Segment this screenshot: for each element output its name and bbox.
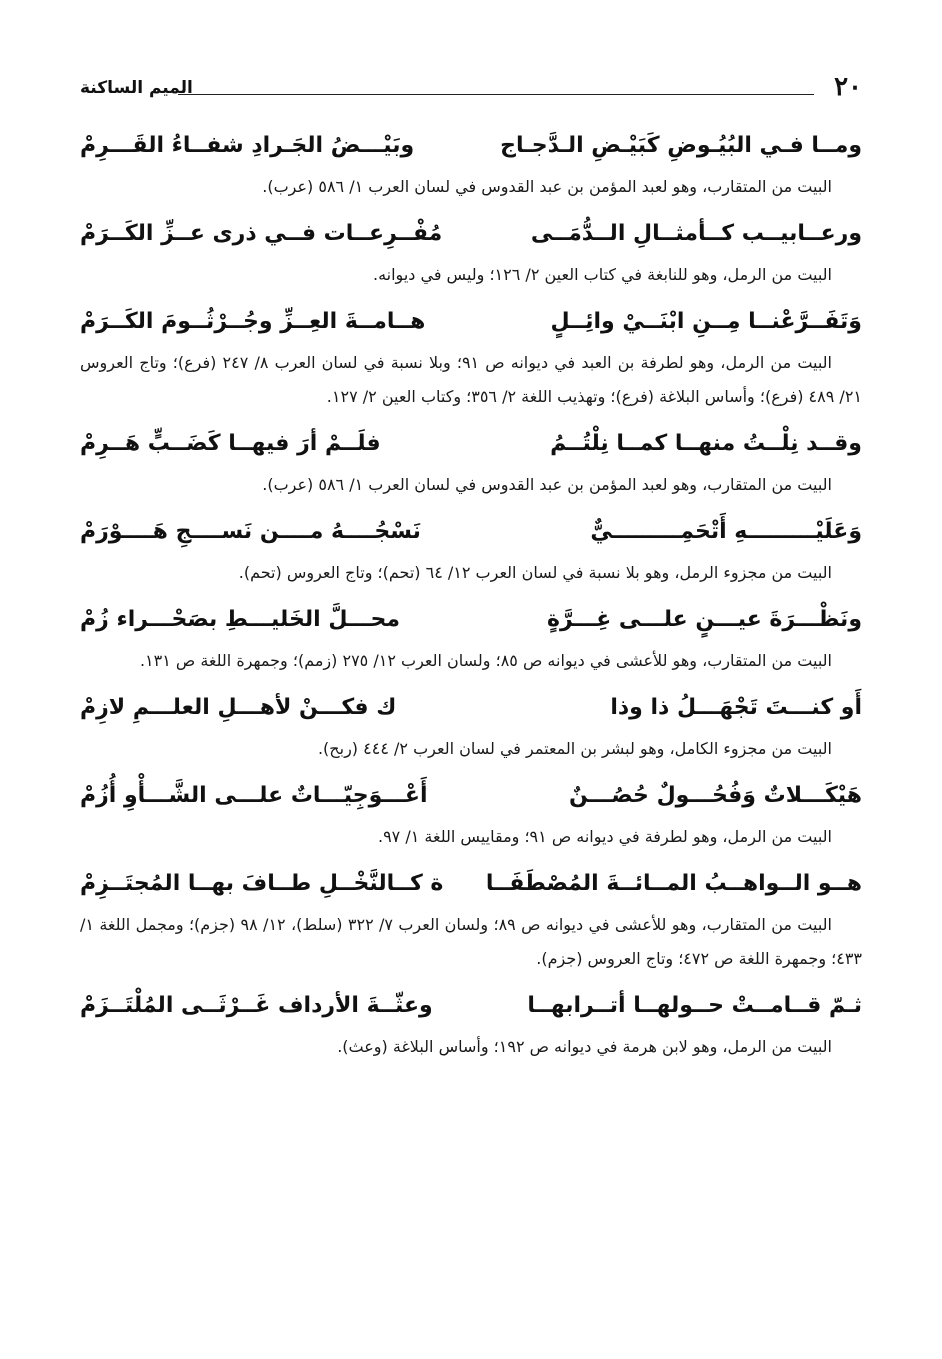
page-content xyxy=(80,122,862,1070)
verse-line xyxy=(80,684,862,732)
verse-entry-4 xyxy=(80,420,862,502)
verse-entry-1 xyxy=(80,122,862,204)
verse-entry-10 xyxy=(80,982,862,1064)
verse-line xyxy=(80,210,862,258)
verse-first-hemistich: ومــا فـي البُيُـوضِ كَبَيْـضِ الـدَّجـاج xyxy=(500,133,862,158)
verse-first-hemistich: ثـمّ قــامــتْ حــولهــا أتــرابهــا xyxy=(527,993,862,1018)
header-rule xyxy=(178,94,814,95)
verse-first-hemistich: هــو الــواهــبُ المــائــةَ المُصْطَفَــا xyxy=(485,871,862,896)
verse-first-hemistich: ورعــابيــب كــأمثــالِ الــدُّمَــى xyxy=(530,221,862,246)
verse-entry-3 xyxy=(80,298,862,414)
verse-second-hemistich: أَعْـــوَجِيّـــاتٌ علـــى الشَّـــأْوِ أُزُمْ xyxy=(80,783,428,808)
verse-source-note: البيت من الرمل، وهو لطرفة بن العبد في ديوانه ص ٩١؛ وبلا نسبة في لسان العرب ٨/ ٢٤٧ (فرع)؛ وتاج العروس ٢١/ ٤٨٩ (فرع)؛ وأساس البلاغة (فرع)؛ وتهذيب اللغة ٢/ ٣٥٦؛ وكتاب العين ٢/ ١٢٧. xyxy=(80,353,862,406)
page-number: ٢٠ xyxy=(834,72,862,102)
verse-line xyxy=(80,298,862,346)
verse-source-note: البيت من المتقارب، وهو للأعشى في ديوانه ص ٨٥؛ ولسان العرب ١٢/ ٢٧٥ (زمم)؛ وجمهرة اللغة ص ١٣١. xyxy=(139,651,832,670)
verse-second-hemistich: ة كــالنَّخْــلِ طــافَ بهــا المُجتَــزِمْ xyxy=(80,871,444,896)
verse-second-hemistich: فلَــمْ أرَ فيهــا كَضَــبٍّ هَــرِمْ xyxy=(80,431,381,456)
verse-second-hemistich: نَسْجُــــهُ مــــن نَســــجِ هَــــوْرَمْ xyxy=(80,519,421,544)
verse-line xyxy=(80,596,862,644)
verse-second-hemistich: مُفْــرِعــات فــي ذرى عــزِّ الكَــرَمْ xyxy=(80,221,443,246)
verse-second-hemistich: وبَيْـــضُ الجَـرادِ شفــاءُ القَـــرِمْ xyxy=(80,133,415,158)
verse-line xyxy=(80,982,862,1030)
verse-entry-7 xyxy=(80,684,862,766)
verse-first-hemistich: أَو كنـــتَ تَجْهَـــلُ ذا وذا xyxy=(610,695,862,720)
verse-source-note: البيت من المتقارب، وهو للأعشى في ديوانه ص ٨٩؛ ولسان العرب ٧/ ٣٢٢ (سلط)، ١٢/ ٩٨ (جزم)؛ ومجمل اللغة ١/ ٤٣٣؛ وجمهرة اللغة ص ٤٧٢؛ وتاج العروس (جزم). xyxy=(80,915,862,968)
verse-entry-5 xyxy=(80,508,862,590)
verse-source-note: البيت من المتقارب، وهو لعبد المؤمن بن عبد القدوس في لسان العرب ١/ ٥٨٦ (عرب). xyxy=(262,475,832,494)
verse-first-hemistich: وَعَلَيْـــــــــهِ أَتْحَمِـــــــــيٌّ xyxy=(590,519,862,544)
verse-line xyxy=(80,772,862,820)
verse-line xyxy=(80,420,862,468)
verse-first-hemistich: وَتَفَــرَّعْنــا مِــنِ ابْنَــيْ وائِــلٍ xyxy=(550,309,862,334)
running-title: الميم الساكنة xyxy=(80,78,193,98)
verse-first-hemistich: وقــد نِلْــتُ منهــا كمــا نِلْتُــمُ xyxy=(550,431,862,456)
verse-line xyxy=(80,860,862,908)
verse-source-note: البيت من الرمل، وهو لطرفة في ديوانه ص ٩١؛ ومقاييس اللغة ١/ ٩٧. xyxy=(377,827,832,846)
verse-first-hemistich: هَيْكَـــلاتٌ وَفُحُـــولٌ حُصُـــنٌ xyxy=(569,783,862,808)
verse-second-hemistich: هــامــةَ العِــزِّ وجُــرْثُــومَ الكَــرَمْ xyxy=(80,309,426,334)
verse-second-hemistich: وعثّــةَ الأرداف غَــرْثَــى المُلْتَــزَمْ xyxy=(80,993,433,1018)
verse-source-note: البيت من المتقارب، وهو لعبد المؤمن بن عبد القدوس في لسان العرب ١/ ٥٨٦ (عرب). xyxy=(262,177,832,196)
verse-entry-9 xyxy=(80,860,862,976)
verse-source-note: البيت من مجزوء الكامل، وهو لبشر بن المعتمر في لسان العرب ٢/ ٤٤٤ (ربح). xyxy=(317,739,832,758)
verse-line xyxy=(80,122,862,170)
page-header xyxy=(80,72,862,106)
verse-source-note: البيت من مجزوء الرمل، وهو بلا نسبة في لسان العرب ١٢/ ٦٤ (تحم)؛ وتاج العروس (تحم). xyxy=(238,563,832,582)
verse-first-hemistich: ونَظْـــرَةَ عيـــنٍ علـــى غِـــرَّةٍ xyxy=(546,607,862,632)
verse-line xyxy=(80,508,862,556)
verse-entry-2 xyxy=(80,210,862,292)
verse-entry-6 xyxy=(80,596,862,678)
verse-entry-8 xyxy=(80,772,862,854)
verse-second-hemistich: ك فكـــنْ لأهـــلِ العلـــمِ لازِمْ xyxy=(80,695,397,720)
verse-source-note: البيت من الرمل، وهو لابن هرمة في ديوانه ص ١٩٢؛ وأساس البلاغة (وعث). xyxy=(337,1037,832,1056)
verse-source-note: البيت من الرمل، وهو للنابغة في كتاب العين ٢/ ١٢٦؛ وليس في ديوانه. xyxy=(372,265,832,284)
verse-second-hemistich: محـــلَّ الخَليـــطِ بصَحْـــراء زُمْ xyxy=(80,607,400,632)
